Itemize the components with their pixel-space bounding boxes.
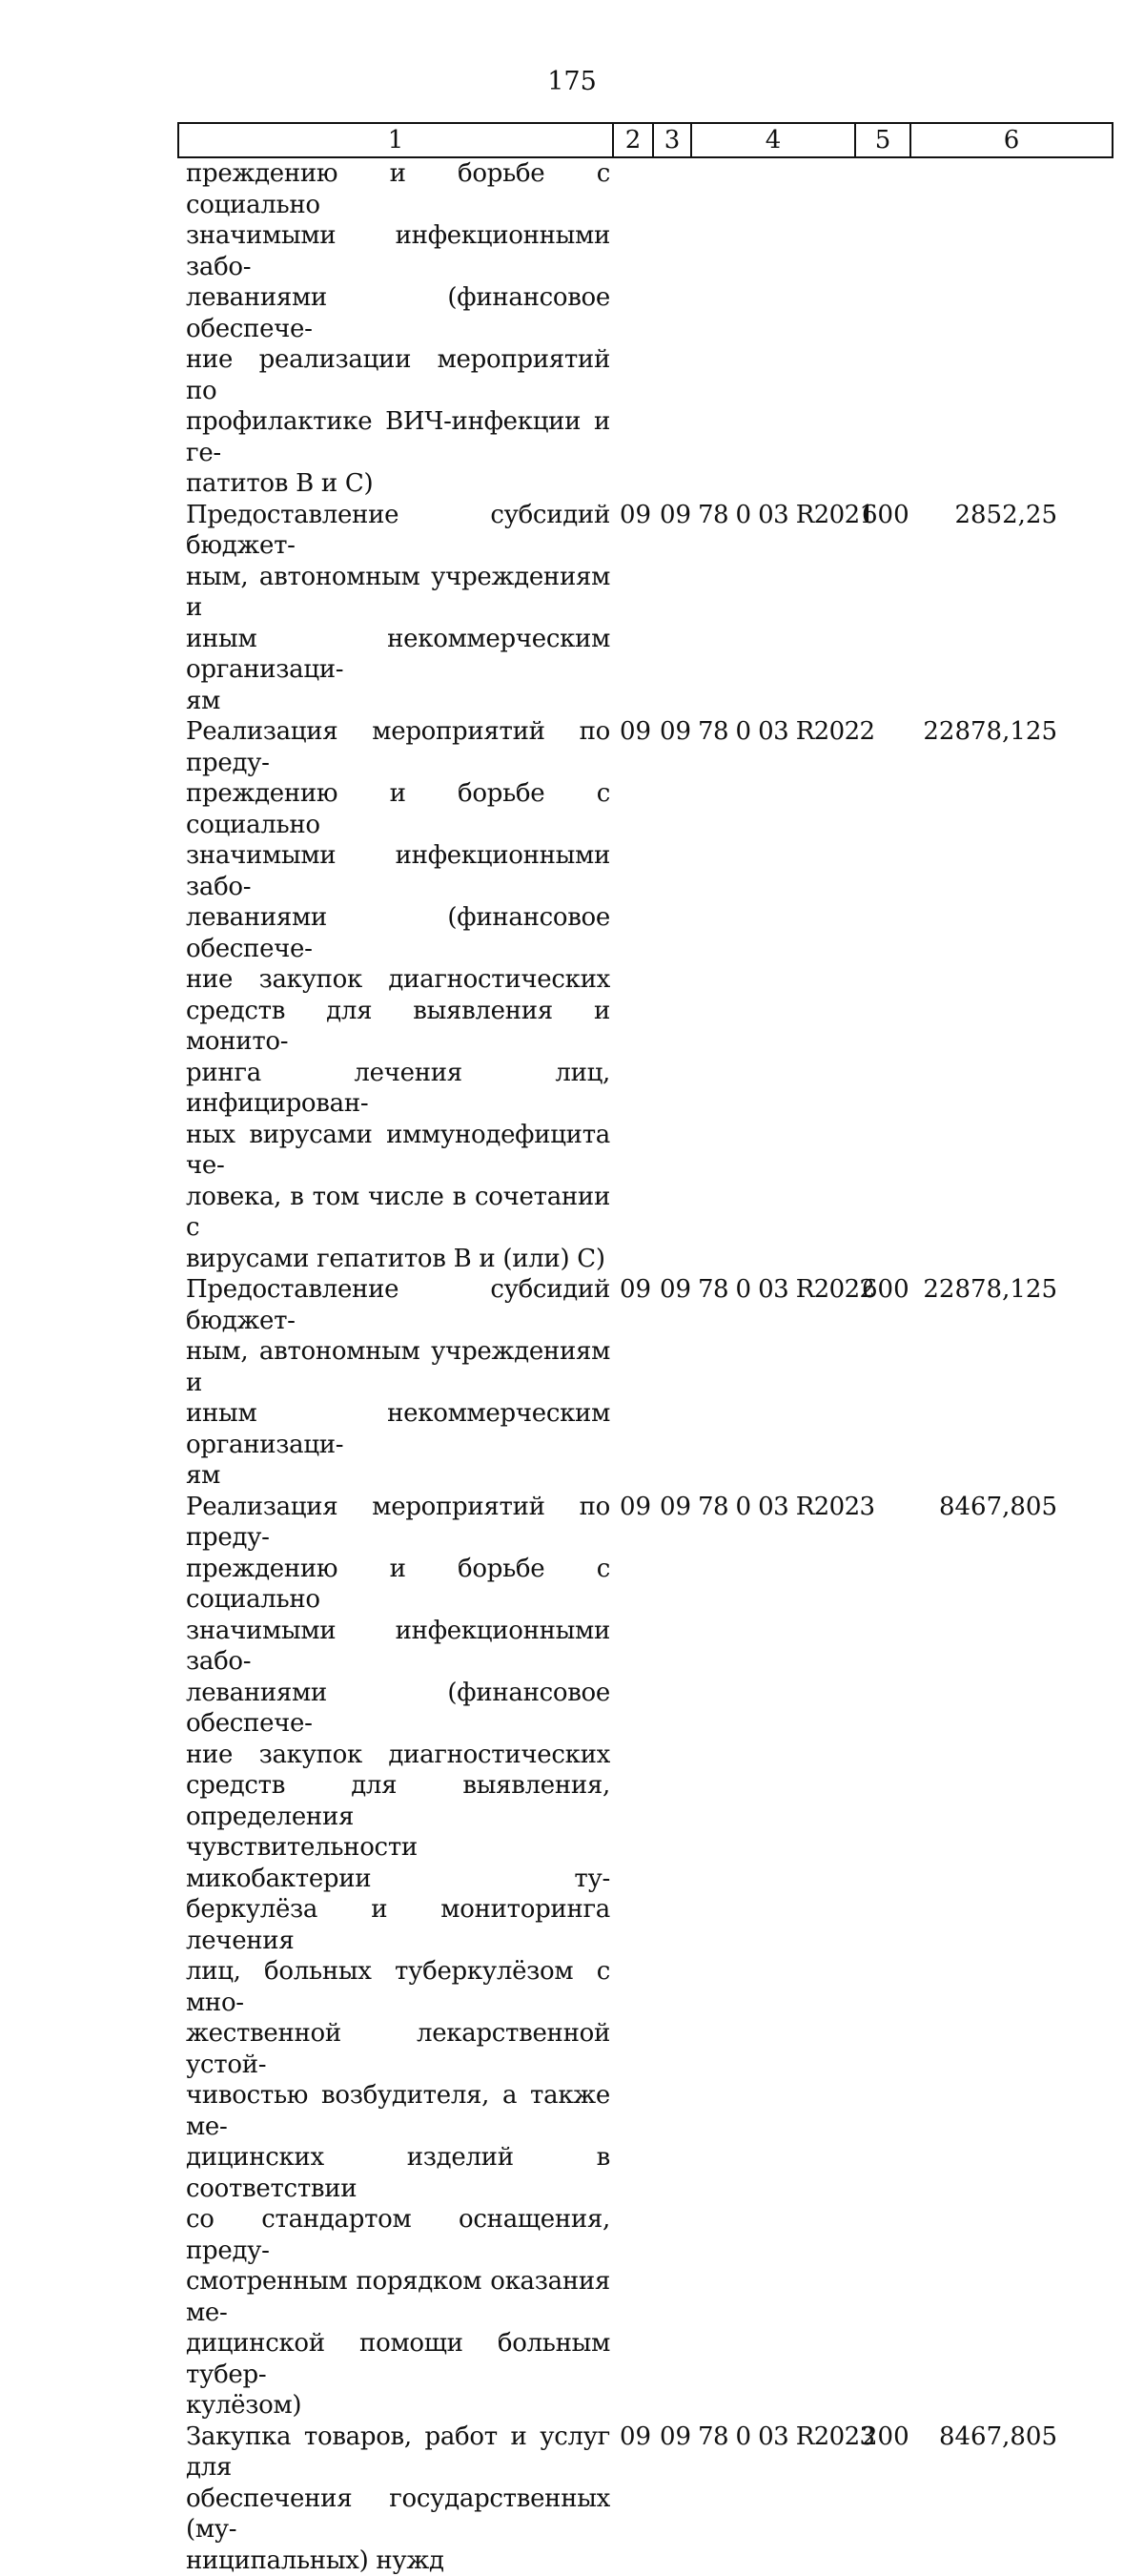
row-description [186, 2421, 610, 2576]
section-code: 09 [620, 716, 660, 748]
subsection-code: 09 [660, 716, 688, 748]
expense-type-code [862, 1492, 909, 1523]
table-row [186, 500, 1130, 717]
subsection-code: 09 [660, 2421, 688, 2453]
description-line: Реализация мероприятий по преду- [186, 716, 610, 778]
description-line: ных вирусами иммунодефицита че- [186, 1120, 610, 1182]
description-line: вирусами гепатитов В и (или) С) [186, 1244, 610, 1275]
page-number: 175 [0, 65, 1144, 99]
target-item-code: 78 0 03 R2022 [698, 716, 862, 748]
row-description [186, 158, 610, 500]
expense-type-code: 600 [862, 1274, 909, 1306]
target-item-code: 78 0 03 R2023 [698, 2421, 862, 2453]
amount: 8467,805 [909, 1492, 1057, 1523]
description-line: ным, автономным учреждениям и [186, 562, 610, 624]
description-line: патитов В и С) [186, 468, 610, 500]
expense-type-code: 600 [862, 500, 909, 531]
table-row [186, 1492, 1130, 2421]
description-line: Предоставление субсидий бюджет- [186, 500, 610, 562]
row-description [186, 1274, 610, 1492]
description-line: дицинской помощи больным тубер- [186, 2328, 610, 2390]
description-line: средств для выявления, определения [186, 1770, 610, 1832]
table-row [186, 1274, 1130, 1492]
description-line: дицинских изделий в соответствии [186, 2142, 610, 2204]
header-col-5: 5 [855, 123, 910, 157]
description-line: ловека, в том числе в сочетании с [186, 1182, 610, 1244]
subsection-code: 09 [660, 1274, 688, 1306]
description-line: ным, автономным учреждениям и [186, 1336, 610, 1398]
section-code: 09 [620, 500, 660, 531]
description-line: ям [186, 1460, 610, 1492]
description-line: ниципальных) нужд [186, 2545, 610, 2576]
description-line: значимыми инфекционными забо- [186, 1616, 610, 1678]
description-line: леваниями (финансовое обеспече- [186, 902, 610, 964]
header-col-6: 6 [910, 123, 1113, 157]
table-header [177, 122, 1113, 158]
description-line: преждению и борьбе с социально [186, 778, 610, 840]
description-line: ние реализации мероприятий по [186, 344, 610, 406]
description-line: профилактике ВИЧ-инфекции и ге- [186, 406, 610, 468]
amount: 8467,805 [909, 2421, 1057, 2453]
header-col-4: 4 [691, 123, 855, 157]
description-line: ние закупок диагностических [186, 964, 610, 996]
amount: 2852,25 [909, 500, 1057, 531]
description-line: смотренным порядком оказания ме- [186, 2266, 610, 2328]
description-line: Предоставление субсидий бюджет- [186, 1274, 610, 1336]
table-row [186, 158, 1130, 500]
description-line: чувствительности микобактерии ту- [186, 1832, 610, 1894]
description-line: Реализация мероприятий по преду- [186, 1492, 610, 1554]
description-line: иным некоммерческим организаци- [186, 624, 610, 686]
table-body [186, 158, 1130, 2576]
description-line: кулёзом) [186, 2390, 610, 2421]
description-line: леваниями (финансовое обеспече- [186, 1678, 610, 1740]
description-line: значимыми инфекционными забо- [186, 220, 610, 282]
description-line: Закупка товаров, работ и услуг для [186, 2421, 610, 2483]
section-code: 09 [620, 1274, 660, 1306]
table-row [186, 2421, 1130, 2576]
description-line: беркулёза и мониторинга лечения [186, 1894, 610, 1956]
description-line: ринга лечения лиц, инфицирован- [186, 1058, 610, 1120]
description-line: средств для выявления и монито- [186, 996, 610, 1058]
description-line: иным некоммерческим организаци- [186, 1398, 610, 1460]
target-item-code: 78 0 03 R2021 [698, 500, 862, 531]
description-line: лиц, больных туберкулёзом с мно- [186, 1956, 610, 2018]
description-line: ям [186, 686, 610, 717]
subsection-code: 09 [660, 1492, 688, 1523]
description-line: значимыми инфекционными забо- [186, 840, 610, 902]
section-code: 09 [620, 2421, 660, 2453]
target-item-code: 78 0 03 R2022 [698, 1274, 862, 1306]
header-col-3: 3 [653, 123, 691, 157]
description-line: со стандартом оснащения, преду- [186, 2204, 610, 2266]
row-description [186, 500, 610, 717]
description-line: преждению и борьбе с социально [186, 1554, 610, 1616]
description-line: преждению и борьбе с социально [186, 158, 610, 220]
header-col-1: 1 [178, 123, 613, 157]
description-line: жественной лекарственной устой- [186, 2018, 610, 2080]
table-row [186, 716, 1130, 1274]
amount: 22878,125 [909, 1274, 1057, 1306]
description-line: чивостью возбудителя, а также ме- [186, 2080, 610, 2142]
row-description [186, 716, 610, 1274]
description-line: леваниями (финансовое обеспече- [186, 282, 610, 344]
section-code: 09 [620, 1492, 660, 1523]
expense-type-code [862, 716, 909, 748]
description-line: обеспечения государственных (му- [186, 2483, 610, 2545]
description-line: ние закупок диагностических [186, 1740, 610, 1771]
row-description [186, 1492, 610, 2421]
target-item-code: 78 0 03 R2023 [698, 1492, 862, 1523]
subsection-code: 09 [660, 500, 688, 531]
amount: 22878,125 [909, 716, 1057, 748]
expense-type-code: 200 [862, 2421, 909, 2453]
header-col-2: 2 [613, 123, 653, 157]
